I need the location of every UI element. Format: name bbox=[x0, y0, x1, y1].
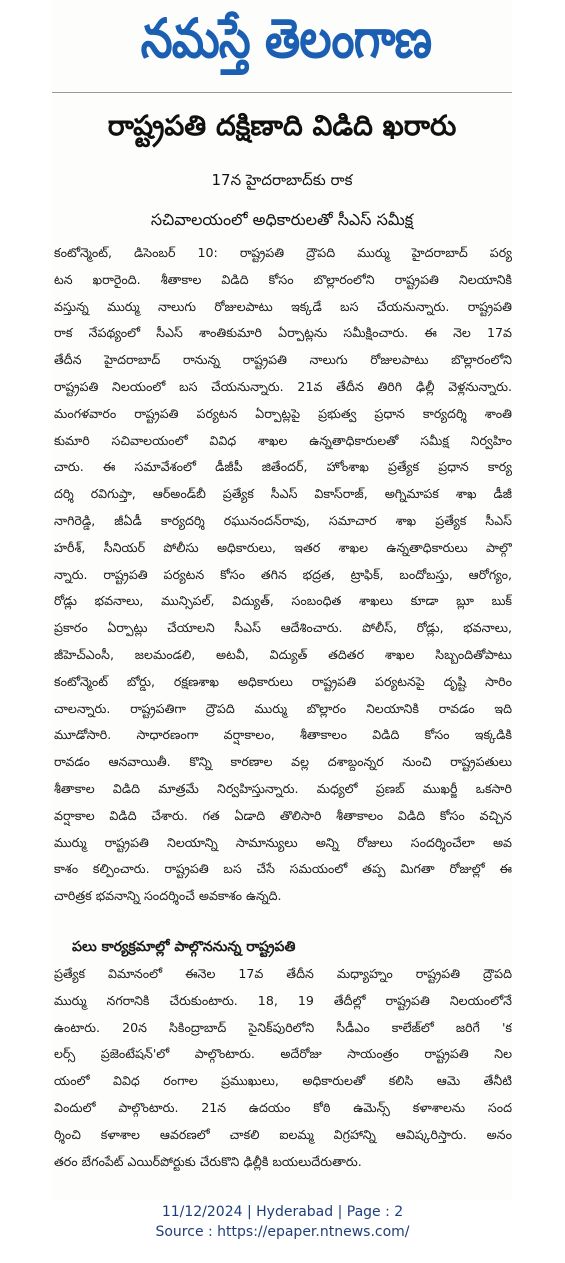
article-body bbox=[54, 240, 512, 910]
body-line: కాశం కల్పించారు. రాష్ట్రపతి బస చేసే సమయంలో తప్ప మిగతా రోజుల్లో ఈ bbox=[54, 861, 512, 877]
body-line: మంగళవారం రాష్ట్రపతి పర్యటన ఏర్పాట్లపై ప్రభుత్వ ప్రధాన కార్యదర్శి శాంతి bbox=[54, 405, 512, 421]
body-line: న్నారు. రాష్ట్రపతి పర్యటన కోసం తగిన భద్రత, ట్రాఫిక్, బందోబస్తు, ఆరోగ్యం, bbox=[54, 566, 512, 582]
body-line: ప్రత్యేక విమానంలో ఈనెల 17వ తేదీన మధ్యాహ్నం రాష్ట్రపతి ద్రౌపది bbox=[54, 966, 512, 981]
body-line: టన ఖరారైంది. శీతాకాల విడిది కోసం బొల్లారంలోని రాష్ట్రపతి నిలయానికి bbox=[54, 271, 512, 287]
body-line: ప్రకారం ఏర్పాట్లు చేయాలని సీఎస్ ఆదేశించారు. పోలీస్, రోడ్లు, భవనాలు, bbox=[54, 620, 512, 636]
subheadline-text: 17న హైదరాబాద్‌కు రాక bbox=[211, 171, 353, 189]
body-line: దర్శి రవిగుప్తా, ఆర్అండ్‌బీ ప్రత్యేక సీఎస్ వికాస్‌రాజ్, అగ్నిమాపక శాఖ డీజీ bbox=[54, 486, 512, 502]
body-line: విందులో పాల్గొంటారు. 21న ఉదయం కోఠి ఉమెన్స్ కళాశాలను సంద bbox=[54, 1099, 512, 1115]
body-line: చాలన్నారు. రాష్ట్రపతిగా ద్రౌపది ముర్ము బొల్లారం నిలయానికి రావడం ఇది bbox=[54, 700, 512, 716]
body-line: తరం బేగంపేట్ ఎయిర్‌పోర్టుకు చేరుకొని ఢిల్లీకి బయలుదేరుతారు. bbox=[54, 1153, 362, 1169]
body-line: వస్తున్న ముర్ము నాలుగు రోజులపాటు ఇక్కడే బస చేయనున్నారు. రాష్ట్రపతి bbox=[54, 298, 512, 314]
body-line: యంలో వివిధ రంగాల ప్రముఖులు, అధికారులతో కలిసి ఆమె తేనీటి bbox=[54, 1073, 512, 1089]
body-line: రోడ్లు భవనాలు, మున్సిపల్, విద్యుత్, సంబంధిత శాఖలు కూడా బ్లూ బుక్ bbox=[54, 593, 512, 609]
body-line: ర్శించి కళాశాల ఆవరణలో చాకలి ఐలమ్మ విగ్రహాన్ని ఆవిష్కరిస్తారు. అనం bbox=[54, 1126, 512, 1142]
body-line: తేదీన హైదరాబాద్ రానున్న రాష్ట్రపతి నాలుగు రోజులపాటు బొల్లారంలోని bbox=[54, 352, 512, 368]
body-line: కంటోన్మెంట్, డిసెంబర్ 10: రాష్ట్రపతి ద్రౌపది ముర్ము హైదరాబాద్ పర్య bbox=[54, 245, 512, 260]
body-line: చారిత్రక భవనాన్ని సందర్శించే అవకాశం ఉన్నది. bbox=[54, 888, 282, 904]
body-line: రాష్ట్రపతి నిలయంలో బస చేయనున్నారు. 21వ తేదీన తిరిగి ఢిల్లీ వెళ్లనున్నారు. bbox=[54, 378, 512, 394]
body-line: కుమారి సచివాలయంలో వివిధ శాఖల ఉన్నతాధికారులతో సమీక్ష నిర్వహిం bbox=[54, 432, 512, 448]
body-line: రావడం ఆనవాయితీ. కొన్ని కారణాల వల్ల దశాబ్దంన్నర నుంచి రాష్ట్రపతులు bbox=[54, 754, 512, 770]
body-line: హరీశ్, సీనియర్ పోలీసు అధికారులు, ఇతర శాఖల ఉన్నతాధికారులు పాల్గొ bbox=[54, 539, 512, 555]
article-body-continued bbox=[54, 961, 512, 1175]
body-line: లర్స్ ప్రజెంటేషన్'లో పాల్గొంటారు. అదేరోజు సాయంత్రం రాష్ట్రపతి నిల bbox=[54, 1046, 512, 1062]
body-line: నాగిరెడ్డి, జీఏడీ కార్యదర్శి రఘునందన్‌రావు, సమాచార శాఖ ప్రత్యేక సీఎస్ bbox=[54, 512, 512, 528]
body-line: రాక నేపథ్యంలో సీఎస్ శాంతికుమారి ఏర్పాట్లను సమీక్షించారు. ఈ నెల 17వ bbox=[54, 325, 512, 341]
article-subheadline bbox=[52, 168, 512, 196]
divider bbox=[52, 92, 512, 93]
footer-source-link[interactable]: Source : https://epaper.ntnews.com/ bbox=[155, 1224, 410, 1240]
body-line: మూడోసారి. సాధారణంగా వర్షాకాలం, శీతాకాలం విడిది కోసం ఇక్కడికి bbox=[54, 727, 512, 743]
article-kicker: సచివాలయంలో అధికారులతో సీఎస్ సమీక్ష bbox=[150, 209, 414, 229]
body-line: వర్షాకాల విడిది చేశారు. గత ఏడాది తొలిసారి శీతాకాలం విడిది కోసం వచ్చిన bbox=[54, 807, 512, 823]
body-line: ముర్ము రాష్ట్రపతి నిలయాన్ని సామాన్యులు అన్ని రోజులు సందర్శించేలా అవ bbox=[54, 834, 512, 850]
body-line: ఉంటారు. 20న సికింద్రాబాద్ సైనిక్‌పురిలోని సీడీఎం కాలేజ్‌లో జరిగే 'క bbox=[54, 1019, 512, 1035]
body-line: శీతాకాల విడిది మాత్రమే నిర్వహిస్తున్నారు. మధ్యలో ప్రణబ్ ముఖర్జీ ఒకసారి bbox=[54, 780, 512, 796]
body-line: కంటోన్మెంట్ బోర్డు, రక్షణశాఖ అధికారులు రాష్ట్రపతి పర్యటనపై దృష్టి సారిం bbox=[54, 673, 512, 689]
article-headline: రాష్ట్రపతి దక్షిణాది విడిది ఖరారు bbox=[107, 109, 457, 142]
body-line: చారు. ఈ సమావేశంలో డీజీపీ జితేందర్, హోంశాఖ ప్రత్యేక ప్రధాన కార్య bbox=[54, 459, 512, 475]
newspaper-masthead: నమస్తే తెలంగాణ bbox=[140, 6, 432, 70]
body-line: ముర్ము నగరానికి చేరుకుంటారు. 18, 19 తేదీల్లో రాష్ట్రపతి నిలయంలోనే bbox=[54, 992, 512, 1008]
body-line: జీహెచ్ఎంసీ, జలమండలి, అటవీ, విద్యుత్ తదితర శాఖల సిబ్బందితోపాటు bbox=[54, 646, 512, 662]
subsection-heading: పలు కార్యక్రమాల్లో పాల్గొననున్న రాష్ట్రపతి bbox=[72, 939, 296, 955]
footer-dateline: 11/12/2024 | Hyderabad | Page : 2 bbox=[161, 1204, 404, 1220]
